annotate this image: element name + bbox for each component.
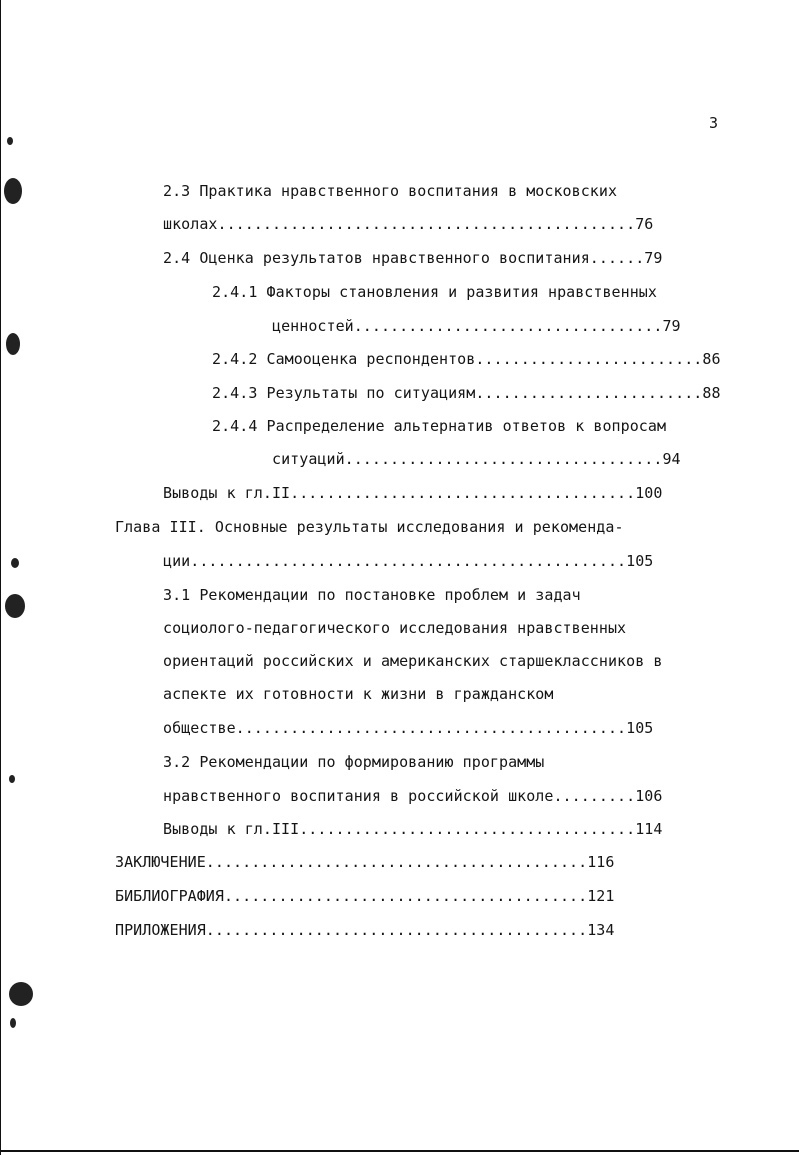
toc-line: ции................................................105 <box>163 552 654 570</box>
toc-line: Выводы к гл.II......................................100 <box>163 484 663 502</box>
scan-speck <box>10 1018 16 1028</box>
toc-line: 2.4 Оценка результатов нравственного воспитания......79 <box>163 249 663 267</box>
toc-line: ситуаций...................................94 <box>272 450 681 468</box>
toc-line: Глава III. Основные результаты исследования и рекоменда- <box>115 518 624 536</box>
punch-hole-mark <box>4 178 22 204</box>
scan-speck <box>7 137 13 145</box>
toc-line: Выводы к гл.III.....................................114 <box>163 820 663 838</box>
toc-line: ЗАКЛЮЧЕНИЕ..........................................116 <box>115 853 615 871</box>
toc-line: 3.1 Рекомендации по постановке проблем и задач <box>163 586 581 604</box>
toc-line: аспекте их готовности к жизни в гражданском <box>163 685 554 703</box>
toc-line: 3.2 Рекомендации по формированию программы <box>163 753 545 771</box>
toc-line: 2.4.1 Факторы становления и развития нравственных <box>212 283 657 301</box>
toc-line: школах..............................................76 <box>163 215 654 233</box>
punch-hole-mark <box>5 594 25 618</box>
toc-line: ПРИЛОЖЕНИЯ..........................................134 <box>115 921 615 939</box>
toc-line: 2.4.3 Результаты по ситуациям.........................88 <box>212 384 721 402</box>
toc-line: обществе...........................................105 <box>163 719 654 737</box>
toc-line: ценностей..................................79 <box>272 317 681 335</box>
toc-line: БИБЛИОГРАФИЯ........................................121 <box>115 887 615 905</box>
punch-hole-mark <box>6 333 20 355</box>
page-number: 3 <box>709 114 719 132</box>
toc-line: 2.4.4 Распределение альтернатив ответов к вопросам <box>212 417 667 435</box>
toc-line: 2.4.2 Самооценка респондентов.........................86 <box>212 350 721 368</box>
toc-line: социолого-педагогического исследования нравственных <box>163 619 627 637</box>
toc-line: нравственного воспитания в российской школе.........106 <box>163 787 663 805</box>
toc-line: 2.3 Практика нравственного воспитания в московских <box>163 182 618 200</box>
scan-speck <box>11 558 19 568</box>
punch-hole-mark <box>9 982 33 1006</box>
toc-line: ориентаций российских и американских старшеклассников в <box>163 652 663 670</box>
scan-bottom-border <box>0 1150 799 1152</box>
scan-speck <box>9 775 15 783</box>
scan-left-border <box>0 0 1 1155</box>
